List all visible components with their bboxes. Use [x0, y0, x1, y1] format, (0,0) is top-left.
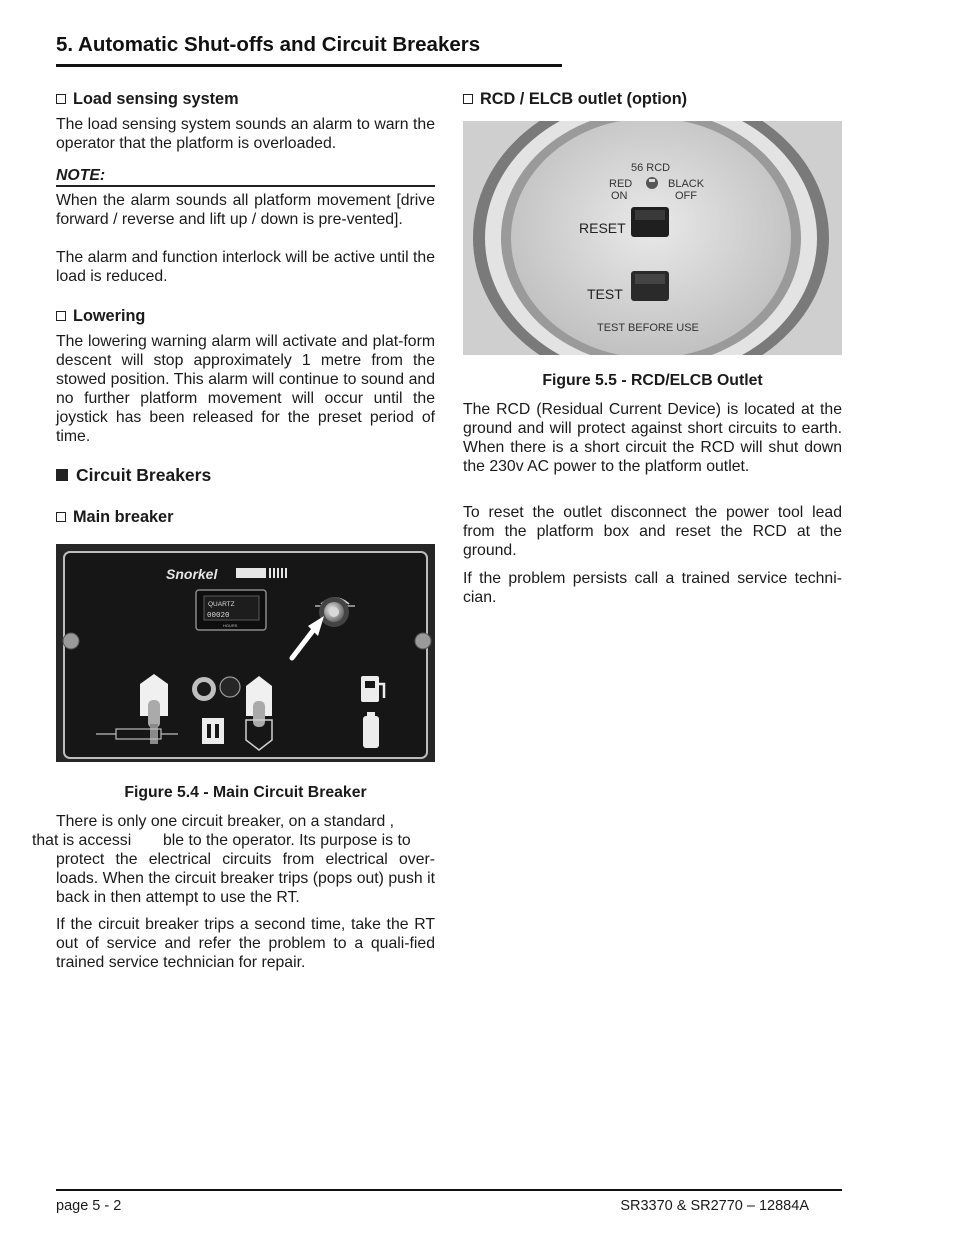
load-sensing-heading	[56, 90, 435, 109]
figure-5-5-caption: Figure 5.5 - RCD/ELCB Outlet	[542, 372, 763, 389]
footer-page-number: page 5 - 2	[56, 1198, 122, 1214]
page-title: 5. Automatic Shut-offs and Circuit Breakers	[56, 33, 481, 56]
note-text-1: When the alarm sounds all platform movement [drive forward / reverse and lift up / down is pre-vented].	[56, 192, 435, 228]
note-label: NOTE:	[56, 167, 106, 184]
main-breaker-heading-text: Main breaker	[73, 508, 174, 526]
main-breaker-para1-rest: protect the electrical circuits from electrical over-loads. When the circuit breaker trips (pops out) push it back in then attempt to use the RT.	[56, 851, 435, 906]
figure-5-4-caption: Figure 5.4 - Main Circuit Breaker	[124, 784, 367, 801]
svg-text:RED: RED	[609, 178, 633, 190]
main-breaker-para1-line2b: ble to the operator. Its purpose is to	[163, 832, 411, 849]
checkbox-bullet-icon	[56, 94, 66, 104]
lowering-heading-text: Lowering	[73, 307, 146, 325]
lowering-heading	[56, 307, 435, 326]
checkbox-bullet-icon	[463, 94, 473, 104]
footer-rule	[56, 1189, 842, 1191]
svg-text:TEST: TEST	[587, 286, 623, 302]
rcd-para1: The RCD (Residual Current Device) is located at the ground and will protect against short circuits to earth. When there is a short circuit the RCD will shut down the 230v AC power to the platform outlet.	[463, 401, 842, 475]
footer-doc-id: SR3370 & SR2770 – 12884A	[620, 1198, 809, 1214]
note-rule	[56, 185, 435, 187]
circuit-breakers-heading-text: Circuit Breakers	[76, 465, 212, 485]
svg-text:ON: ON	[611, 190, 628, 202]
svg-text:HOURS: HOURS	[223, 623, 238, 628]
rcd-para3: If the problem persists call a trained service techni-cian.	[463, 570, 842, 606]
svg-text:00020: 00020	[207, 612, 230, 620]
main-breaker-para1-line2a: that is accessi	[32, 832, 132, 849]
svg-text:RESET: RESET	[579, 220, 626, 236]
snorkel-logo-text: Snorkel	[166, 566, 218, 582]
svg-text:56 RCD: 56 RCD	[631, 162, 671, 174]
svg-text:BLACK: BLACK	[668, 178, 705, 190]
checkbox-bullet-icon	[56, 311, 66, 321]
note-text-2: The alarm and function interlock will be active until the load is reduced.	[56, 249, 435, 285]
rcd-heading-text: RCD / ELCB outlet (option)	[480, 90, 688, 108]
checkbox-bullet-icon	[56, 512, 66, 522]
main-circuit-breaker-photo	[56, 544, 435, 762]
title-rule	[56, 64, 562, 67]
svg-text:TEST BEFORE USE: TEST BEFORE USE	[597, 322, 699, 334]
load-sensing-heading-text: Load sensing system	[73, 90, 239, 108]
load-sensing-para: The load sensing system sounds an alarm to warn the operator that the platform is overloaded.	[56, 116, 435, 152]
svg-text:OFF: OFF	[675, 190, 697, 202]
main-breaker-para1-line1: There is only one circuit breaker, on a standard ,	[56, 813, 395, 830]
main-breaker-para2: If the circuit breaker trips a second time, take the RT out of service and refer the problem to a quali-fied trained service technician for repair.	[56, 916, 435, 971]
circuit-breakers-heading	[56, 466, 435, 485]
main-breaker-heading	[56, 508, 435, 527]
rcd-para2: To reset the outlet disconnect the power tool lead from the platform box and reset the RCD at the ground.	[463, 504, 842, 559]
svg-text:QUARTZ: QUARTZ	[208, 601, 235, 608]
square-bullet-icon	[56, 469, 68, 481]
lowering-para: The lowering warning alarm will activate and plat-form descent will stop approximately 1 metre from the stowed position. This alarm will continue to sound and no further platform movement will occur until the joystick has been released for the preset period of time.	[56, 333, 435, 445]
rcd-outlet-photo	[463, 121, 842, 355]
rcd-heading	[463, 90, 842, 109]
